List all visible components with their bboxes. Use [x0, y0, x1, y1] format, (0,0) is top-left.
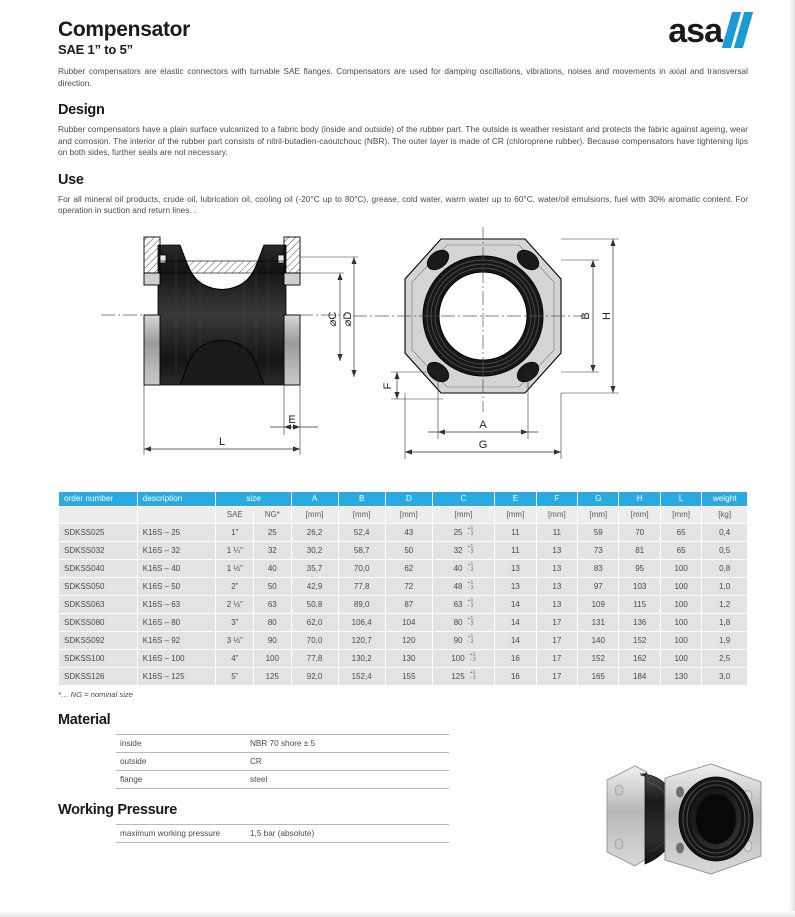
unit-e: [mm]: [495, 507, 535, 523]
cell-sae: 5”: [216, 668, 253, 685]
cell-c: 90 +1 - 3: [433, 632, 494, 649]
col-header-f: F: [537, 492, 577, 506]
cell-ng: 32: [254, 542, 291, 559]
cell-order-number: SDKSS050: [59, 578, 137, 595]
cell-g: 59: [578, 524, 618, 541]
cell-h: 95: [619, 560, 659, 577]
cell-l: 100: [661, 596, 701, 613]
cell-sae: 2”: [216, 578, 253, 595]
cell-g: 140: [578, 632, 618, 649]
cell-a: 92,0: [292, 668, 338, 685]
logo-text: asa: [668, 12, 722, 50]
unit-b: [mm]: [339, 507, 385, 523]
table-body: [59, 524, 747, 685]
cell-order-number: SDKSS126: [59, 668, 137, 685]
use-paragraph: For all mineral oil products, crude oil, lubrication oil, cooling oil (-20°C up to 80°C), grease, cold water, warm water up to 60°C, water/oil emulsions, fuel with 30% aromatic content. For operation in suction and return lines. .: [58, 193, 748, 215]
cell-ng: 50: [254, 578, 291, 595]
cell-ng: 125: [254, 668, 291, 685]
unit-a: [mm]: [292, 507, 338, 523]
table-footnote: *… NG = nominal size: [58, 689, 133, 699]
cell-d: 72: [386, 578, 432, 595]
table-row: [59, 632, 747, 649]
cell-w: 1,0: [702, 578, 747, 595]
label-a: A: [479, 418, 487, 431]
cell-b: 89,0: [339, 596, 385, 613]
cell-b: 77,8: [339, 578, 385, 595]
cell-e: 11: [495, 524, 535, 541]
company-logo: [668, 14, 748, 48]
cell-w: 1,2: [702, 596, 747, 613]
label-diameter-c: ⌀C: [327, 311, 339, 326]
cell-g: 109: [578, 596, 618, 613]
col-header-description: description: [138, 492, 216, 506]
cell-description: K16S – 25: [138, 524, 216, 541]
property-label: maximum working pressure: [116, 824, 246, 842]
cell-order-number: SDKSS080: [59, 614, 137, 631]
cell-sae: 1 ½”: [216, 560, 253, 577]
cell-g: 131: [578, 614, 618, 631]
cell-d: 120: [386, 632, 432, 649]
cell-h: 115: [619, 596, 659, 613]
working-pressure-table: [116, 824, 449, 843]
table-row: [59, 650, 747, 667]
cell-order-number: SDKSS025: [59, 524, 137, 541]
cell-description: K16S – 40: [138, 560, 216, 577]
cell-f: 17: [537, 632, 577, 649]
cell-w: 0,4: [702, 524, 747, 541]
cell-description: K16S – 50: [138, 578, 216, 595]
design-heading: Design: [58, 102, 105, 118]
cell-description: K16S – 92: [138, 632, 216, 649]
cell-e: 13: [495, 578, 535, 595]
cell-f: 11: [537, 524, 577, 541]
cell-l: 65: [661, 542, 701, 559]
cell-ng: 90: [254, 632, 291, 649]
cell-w: 2,5: [702, 650, 747, 667]
drawings-svg: [58, 227, 748, 477]
cell-a: 50,8: [292, 596, 338, 613]
page-header: [58, 0, 748, 66]
table-row: [59, 524, 747, 541]
cell-sae: 1”: [216, 524, 253, 541]
cell-c: 40 +1 - 3: [433, 560, 494, 577]
cell-l: 65: [661, 524, 701, 541]
cell-d: 62: [386, 560, 432, 577]
col-header-c: C: [433, 492, 494, 506]
cell-c: 125 +1 - 3: [433, 668, 494, 685]
cell-a: 77,8: [292, 650, 338, 667]
col-header-order-number: order number: [59, 492, 137, 506]
cell-e: 16: [495, 650, 535, 667]
cell-c: 100 +1 - 3: [433, 650, 494, 667]
unit-l: [mm]: [661, 507, 701, 523]
cell-w: 1,9: [702, 632, 747, 649]
cell-h: 70: [619, 524, 659, 541]
label-f: F: [382, 382, 394, 389]
cell-order-number: SDKSS063: [59, 596, 137, 613]
cell-w: 0,5: [702, 542, 747, 559]
intro-paragraph: Rubber compensators are elastic connectors with turnable SAE flanges. Compensators are used for damping oscillations, vibrations, noises and movements in axial and transversal direction.: [58, 66, 748, 88]
table-row: [59, 560, 747, 577]
cell-g: 152: [578, 650, 618, 667]
cell-b: 152,4: [339, 668, 385, 685]
page-subtitle: SAE 1” to 5”: [58, 42, 133, 57]
working-pressure-heading: Working Pressure: [58, 801, 178, 818]
cell-w: 3,0: [702, 668, 747, 685]
cell-ng: 80: [254, 614, 291, 631]
cell-f: 17: [537, 614, 577, 631]
property-value: steel: [246, 770, 449, 788]
unit-sae: SAE: [216, 507, 253, 523]
table-row: [59, 668, 747, 685]
cell-f: 13: [537, 542, 577, 559]
unit-ng: NG*: [254, 507, 291, 523]
unit-weight: [kg]: [702, 507, 747, 523]
cell-f: 17: [537, 650, 577, 667]
cell-b: 120,7: [339, 632, 385, 649]
cell-w: 0,8: [702, 560, 747, 577]
cell-d: 130: [386, 650, 432, 667]
property-label: outside: [116, 752, 246, 770]
col-header-a: A: [292, 492, 338, 506]
cell-c: 32 +1 - 3: [433, 542, 494, 559]
cell-description: K16S – 100: [138, 650, 216, 667]
cell-ng: 100: [254, 650, 291, 667]
unit-h: [mm]: [619, 507, 659, 523]
section-view: [101, 237, 358, 455]
cell-l: 130: [661, 668, 701, 685]
cell-a: 70,0: [292, 632, 338, 649]
cell-sae: 2 ½”: [216, 596, 253, 613]
cell-a: 26,2: [292, 524, 338, 541]
table-head: [59, 492, 747, 523]
cell-g: 83: [578, 560, 618, 577]
cell-f: 17: [537, 668, 577, 685]
front-view: [353, 227, 619, 459]
cell-f: 13: [537, 578, 577, 595]
pressure-row: [116, 824, 449, 842]
label-h: H: [601, 311, 613, 320]
cell-e: 14: [495, 614, 535, 631]
material-heading: Material: [58, 711, 111, 728]
col-header-b: B: [339, 492, 385, 506]
unit-f: [mm]: [537, 507, 577, 523]
label-e: E: [288, 413, 296, 426]
cell-l: 100: [661, 632, 701, 649]
cell-e: 14: [495, 596, 535, 613]
logo-slashes-icon: [724, 12, 748, 48]
property-value: 1,5 bar (absolute): [246, 824, 449, 842]
cell-d: 155: [386, 668, 432, 685]
table-group-header-row: [59, 492, 747, 506]
col-header-weight: weight: [702, 492, 747, 506]
label-g: G: [478, 438, 488, 451]
cell-b: 52,4: [339, 524, 385, 541]
col-header-d: D: [386, 492, 432, 506]
material-row: [116, 770, 449, 788]
cell-description: K16S – 80: [138, 614, 216, 631]
cell-e: 16: [495, 668, 535, 685]
cell-h: 162: [619, 650, 659, 667]
cell-e: 13: [495, 560, 535, 577]
property-value: CR: [246, 752, 449, 770]
page-title: Compensator: [58, 18, 191, 41]
cell-h: 136: [619, 614, 659, 631]
col-header-h: H: [619, 492, 659, 506]
cell-c: 63 +1 - 3: [433, 596, 494, 613]
cell-sae: 1 ¼”: [216, 542, 253, 559]
unit-g: [mm]: [578, 507, 618, 523]
product-photo-svg: [585, 752, 785, 882]
cell-d: 43: [386, 524, 432, 541]
material-row: [116, 752, 449, 770]
design-paragraph: Rubber compensators have a plain surface vulcanized to a fabric body (inside and outside) of the rubber part. The outside is weather resistant and protects the fabric against ageing, wear and corrosion. The interior of the rubber part consists of nitril-butadien-caoutchouc (NBR). The outer layer is made of CR (chloroprene rubber). Because compensators have tightening lips on both sides, further seals are not necessary.: [58, 124, 748, 157]
use-heading: Use: [58, 171, 84, 188]
product-photo: [585, 752, 785, 887]
cell-g: 73: [578, 542, 618, 559]
cell-description: K16S – 125: [138, 668, 216, 685]
cell-w: 1,8: [702, 614, 747, 631]
cell-b: 58,7: [339, 542, 385, 559]
specification-table: [58, 491, 748, 686]
cell-e: 14: [495, 632, 535, 649]
cell-order-number: SDKSS040: [59, 560, 137, 577]
label-l: L: [218, 435, 226, 448]
unit-desc: [138, 507, 216, 523]
cell-h: 184: [619, 668, 659, 685]
table-row: [59, 596, 747, 613]
cell-b: 130,2: [339, 650, 385, 667]
cell-d: 87: [386, 596, 432, 613]
cell-a: 35,7: [292, 560, 338, 577]
unit-order: [59, 507, 137, 523]
property-label: flange: [116, 770, 246, 788]
cell-g: 97: [578, 578, 618, 595]
col-header-e: E: [495, 492, 535, 506]
cell-ng: 63: [254, 596, 291, 613]
cell-description: K16S – 63: [138, 596, 216, 613]
cell-h: 152: [619, 632, 659, 649]
cell-g: 165: [578, 668, 618, 685]
cell-d: 50: [386, 542, 432, 559]
cell-order-number: SDKSS100: [59, 650, 137, 667]
table-row: [59, 578, 747, 595]
property-value: NBR 70 shore ± 5: [246, 734, 449, 752]
cell-ng: 25: [254, 524, 291, 541]
cell-l: 100: [661, 578, 701, 595]
table-row: [59, 542, 747, 559]
cell-a: 62,0: [292, 614, 338, 631]
cell-a: 42,9: [292, 578, 338, 595]
property-label: inside: [116, 734, 246, 752]
cell-l: 100: [661, 560, 701, 577]
unit-d: [mm]: [386, 507, 432, 523]
technical-drawings: [58, 227, 748, 477]
cell-b: 106,4: [339, 614, 385, 631]
cell-sae: 3”: [216, 614, 253, 631]
cell-d: 104: [386, 614, 432, 631]
col-header-l: L: [661, 492, 701, 506]
cell-l: 100: [661, 614, 701, 631]
material-row: [116, 734, 449, 752]
page-content: [58, 0, 748, 843]
cell-f: 13: [537, 560, 577, 577]
table-unit-header-row: [59, 507, 747, 523]
label-diameter-d: ⌀D: [342, 311, 354, 326]
cell-sae: 3 ½”: [216, 632, 253, 649]
cell-c: 25 +1 - 3: [433, 524, 494, 541]
cell-h: 81: [619, 542, 659, 559]
col-header-size: size: [216, 492, 290, 506]
cell-e: 11: [495, 542, 535, 559]
unit-c: [mm]: [433, 507, 494, 523]
cell-c: 80 +1 - 3: [433, 614, 494, 631]
cell-sae: 4”: [216, 650, 253, 667]
cell-l: 100: [661, 650, 701, 667]
cell-f: 13: [537, 596, 577, 613]
cell-order-number: SDKSS092: [59, 632, 137, 649]
label-b: B: [580, 311, 592, 320]
cell-h: 103: [619, 578, 659, 595]
cell-order-number: SDKSS032: [59, 542, 137, 559]
col-header-g: G: [578, 492, 618, 506]
cell-c: 48 +1 - 3: [433, 578, 494, 595]
cell-description: K16S – 32: [138, 542, 216, 559]
material-table: [116, 734, 449, 789]
table-row: [59, 614, 747, 631]
cell-ng: 40: [254, 560, 291, 577]
cell-b: 70,0: [339, 560, 385, 577]
cell-a: 30,2: [292, 542, 338, 559]
